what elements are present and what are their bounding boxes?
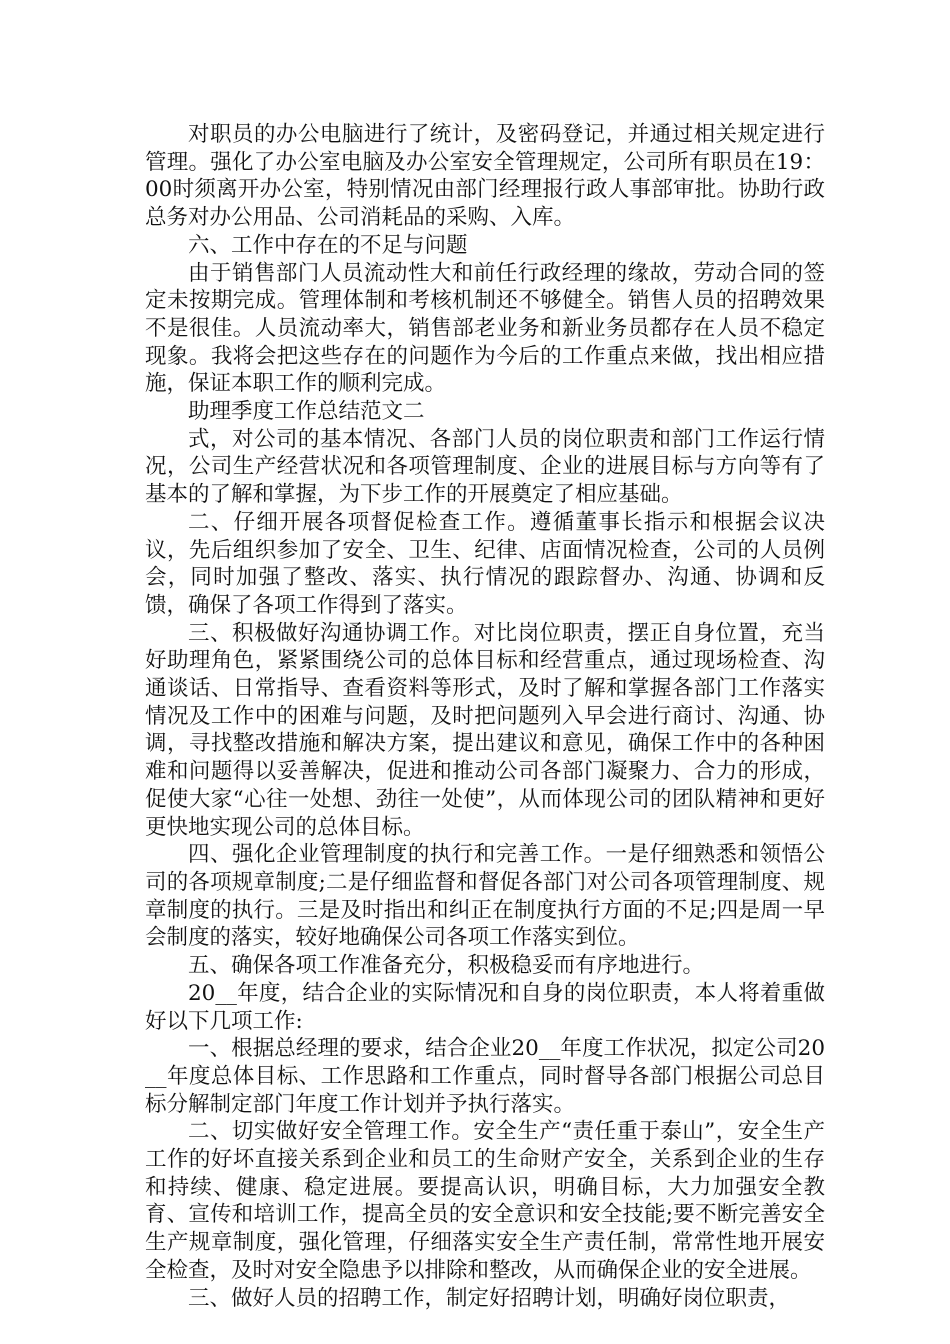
document-subtitle: 助理季度工作总结范文二 — [188, 399, 425, 425]
paragraph-preparation: 五、确保各项工作准备充分，积极稳妥而有序地进行。 — [188, 953, 705, 979]
paragraph-management-system: 四、强化企业管理制度的执行和完善工作。一是仔细熟悉和领悟公司的各项规章制度;二是仔细监督和督促各部门对公司各项管理制度、规章制度的执行。三是及时指出和纠正在制度执行方面的不足;四是周一早会制度的落实，较好地确保公司各项工作落实到位。 — [145, 842, 825, 951]
paragraph-annual-targets: 一、根据总经理的要求，结合企业20__年度工作状况，拟定公司20__年度总体目标、工作思路和工作重点，同时督导各部门根据公司总目标分解制定部门年度工作计划并予执行落实。 — [145, 1036, 825, 1117]
paragraph-annual-plan-intro: 20__年度，结合企业的实际情况和自身的岗位职责，本人将着重做好以下几项工作: — [145, 980, 825, 1034]
section-heading-shortcomings: 六、工作中存在的不足与问题 — [188, 232, 468, 258]
paragraph-computer-management: 对职员的办公电脑进行了统计，及密码登记，并通过相关规定进行管理。强化了办公室电脑及办公室安全管理规定，公司所有职员在19：00时须离开办公室，特别情况由部门经理报行政人事部审批。协助行政总务对办公用品、公司消耗品的采购、入库。 — [145, 122, 825, 231]
paragraph-inspection: 二、仔细开展各项督促检查工作。遵循董事长指示和根据会议决议，先后组织参加了安全、卫生、纪律、店面情况检查，公司的人员例会，同时加强了整改、落实、执行情况的跟踪督办、沟通、协调和反馈，确保了各项工作得到了落实。 — [145, 509, 825, 618]
paragraph-coordination: 三、积极做好沟通协调工作。对比岗位职责，摆正自身位置，充当好助理角色，紧紧围绕公司的总体目标和经营重点，通过现场检查、沟通谈话、日常指导、查看资料等形式，及时了解和掌握各部门工作落实情况及工作中的困难与问题，及时把问题列入早会进行商讨、沟通、协调，寻找整改措施和解决方案，提出建议和意见，确保工作中的各种困难和问题得以妥善解决，促进和推动公司各部门凝聚力、合力的形成，促使大家“心往一处想、劲往一处使”，从而体现公司的团队精神和更好更快地实现公司的总体目标。 — [145, 620, 825, 840]
document-body — [145, 121, 825, 1312]
paragraph-shortcomings: 由于销售部门人员流动性大和前任行政经理的缘故，劳动合同的签定未按期完成。管理体制和考核机制还不够健全。销售人员的招聘效果不是很佳。人员流动率大，销售部老业务和新业务员都存在人员不稳定现象。我将会把这些存在的问题作为今后的工作重点来做，找出相应措施，保证本职工作的顺利完成。 — [145, 260, 825, 397]
paragraph-understanding: 式，对公司的基本情况、各部门人员的岗位职责和部门工作运行情况，公司生产经营状况和各项管理制度、企业的进展目标与方向等有了基本的了解和掌握，为下步工作的开展奠定了相应基础。 — [145, 426, 825, 508]
paragraph-safety-management: 二、切实做好安全管理工作。安全生产“责任重于泰山”，安全生产工作的好坏直接关系到企业和员工的生命财产安全，关系到企业的生存和持续、健康、稳定进展。要提高认识，明确目标，大力加强安全教育、宣传和培训工作，提高全员的安全意识和安全技能;要不断完善安全生产规章制度，强化管理，仔细落实安全生产责任制，常常性地开展安全检查，及时对安全隐患予以排除和整改，从而确保企业的安全进展。 — [145, 1119, 825, 1283]
paragraph-recruitment: 三、做好人员的招聘工作，制定好招聘计划，明确好岗位职责， — [188, 1285, 791, 1311]
